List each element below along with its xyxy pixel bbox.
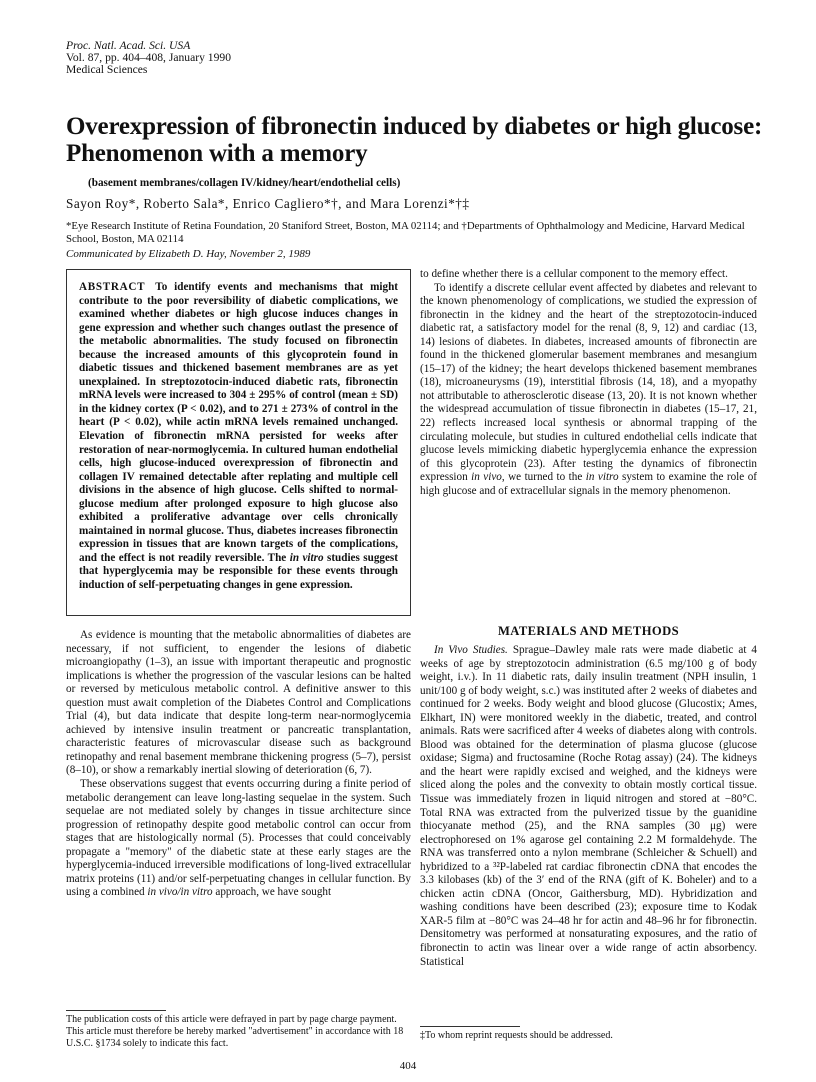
right-p2-italic-1: in vivo xyxy=(471,471,502,484)
page-number: 404 xyxy=(399,1060,417,1072)
intro-paragraph-1: As evidence is mounting that the metabolic abnormalities of diabetes are necessary, if not sufficient, to engender the lesions of diabetic microangiopathy (1–3), an issue with important therapeutic and prognostic implications is whether the progression of the vascular lesions can be halted or reversed by meticulous metabolic control. A definitive answer to this question must await completion of the Diabetes Control and Complications Trial (4), but data indicate that despite long-term near-normoglycemia achieved by intensive insulin treatment or pancreatic transplantation, characteristic features of microvascular disease such as background retinopathy and renal basement membrane thickening progress (5–7), persist (8–10), or show a remarkably inertial slowing of deterioration (6, 7). xyxy=(66,629,411,777)
intro-continuation-column xyxy=(420,268,757,498)
journal-header xyxy=(66,40,231,76)
right-p2-text-c: system to examine the role of high glucose and of extracellular signals in the memory phenomenon. xyxy=(420,471,757,497)
title-line-1: Overexpression of fibronectin induced by diabetes or high glucose: xyxy=(66,113,763,140)
journal-volume: Vol. 87, pp. 404–408, January 1990 xyxy=(66,51,231,64)
section-heading-methods: MATERIALS AND METHODS xyxy=(497,624,679,638)
intro-p2-italic: in vivo/in vitro xyxy=(147,886,213,899)
affiliations: *Eye Research Institute of Retina Foundation, 20 Staniford Street, Boston, MA 02114; and †Departments of Ophthalmology and Medicine, Harvard Medical School, Boston, MA 02114 xyxy=(66,220,745,245)
footnote-divider-right xyxy=(420,1026,520,1027)
methods-paragraph-1 xyxy=(420,644,757,969)
article-title xyxy=(66,113,766,167)
methods-text: Sprague–Dawley male rats were made diabetic at 4 weeks of age by streptozotocin administration (6.5 mg/100 g of body weight, i.v.). In 11 diabetic rats, daily insulin treatment (NPH insulin, 1 unit/100 g of body weight, s.c.) was instituted after 2 weeks of diabetes and continued for 2 weeks. Body weight and blood glucose (Glucostix; Ames, Elkhart, IN) were monitored weekly in the diabetic, treated, and control animals. Rats were sacrificed after 4 weeks of diabetes along with controls. Blood was obtained for the determination of plasma glucose (glucose oxidase; Sigma) and fructosamine (Roche Rotag assay) (24). The kidneys and the heart were rapidly excised and weighed, and the kidneys were sliced along the poles and the convexity to obtain mostly cortical tissue. Tissue was immediately frozen in liquid nitrogen and stored at −80°C. Total RNA was extracted from the pulverized tissue by the guanidine thiocyanate method (25), and the RNA samples (30 μg) were electrophoresed on 1% agarose gel containing 2.2 M formaldehyde. The RNA was transferred onto a nylon membrane (Schleicher & Schuell) and hybridized to a ³²P-labeled rat cardiac fibronectin cDNA that encodes the 3.3 kilobases (kb) of the 3′ end of the RNA (gift of K. Boheler) and to a chicken actin cDNA (Oncor, Gaithersburg, MD). Hybridization and washing conditions have been described (23); exposure time to Kodak XAR-5 film at −80°C was 24–48 hr for actin and 48–96 hr for fibronectin. Densitometry was performed at nonsaturating exposures, and the ratio of fibronectin to actin was linear over a wide range of actin absorbency. Statistical xyxy=(420,644,757,968)
abstract-italic: in vitro xyxy=(289,551,324,564)
publication-cost-footnote: The publication costs of this article were defrayed in part by page charge payment. This article must therefore be hereby marked "advertisement" in accordance with 18 U.S.C. §1734 solely to indicate this fact. xyxy=(66,1014,404,1050)
methods-column xyxy=(420,644,757,969)
abstract xyxy=(66,269,411,616)
journal-section: Medical Sciences xyxy=(66,63,148,76)
right-p2-text-b: , we turned to the xyxy=(501,471,583,484)
abstract-label: ABSTRACT xyxy=(79,281,146,293)
footnote-divider-left xyxy=(66,1010,166,1011)
intro-p2-text-a: These observations suggest that events occurring during a finite period of metabolic derangement can leave long-lasting sequelae in the system. Such sequelae are not mediated solely by changes in tissue architecture since progression of retinopathy despite good metabolic control can occur from stages that are histologically normal (5). Processes that could conceivably propagate a "memory" of the diabetic state at these early stages are the hyperglycemia-induced irreversible modifications of long-lived extracellular matrix proteins (11) and/or self-perpetuating changes in cellular function. By using a combined xyxy=(66,778,411,899)
right-p2-italic-2: in vitro xyxy=(585,471,619,484)
introduction-column xyxy=(66,629,411,900)
right-paragraph-1: to define whether there is a cellular component to the memory effect. xyxy=(420,268,728,280)
right-paragraph-2 xyxy=(420,282,757,499)
methods-lead: In Vivo Studies. xyxy=(434,644,508,656)
author-list: Sayon Roy*, Roberto Sala*, Enrico Cagliero*†, and Mara Lorenzi*†‡ xyxy=(66,196,470,211)
right-p2-text-a: To identify a discrete cellular event affected by diabetes and relevant to the known phenomenology of complications, we studied the expression of fibronectin in the kidney and the heart of the streptozotocin-induced diabetic rat, a satisfactory model for the renal (8, 9, 12) and cardiac (13, 14) lesions of diabetes. In diabetes, increased amounts of fibronectin are found in the thickened glomerular basement membranes and mesangium (15–17) of the kidney; the heart develops thickened basement membranes (18), microaneurysms (19), interstitial fibrosis (14, 18), and a myopathy not attributable to atherosclerotic disease (13, 20). It is not known whether the widespread accumulation of tissue fibronectin in diabetes (15–17, 21, 22) reflects increased local synthesis or abnormal trapping of the circulating molecule, but studies in cultured endothelial cells indicate that glucose levels mimicking diabetic hyperglycemia enhance the expression of this glycoprotein (23). After testing the dynamics of fibronectin expression xyxy=(420,281,757,484)
abstract-text-1: To identify events and mechanisms that might contribute to the poor reversibility of diabetic complications, we examined whether diabetes or high glucose induces changes in gene expression and whether such changes outlast the presence of the metabolic abnormalities. The study focused on fibronectin because the increased amounts of this glycoprotein found in diabetic tissues and thickened basement membranes are as yet unexplained. In streptozotocin-induced diabetic rats, fibronectin mRNA levels were increased to 304 ± 295% of control (mean ± SD) in the kidney cortex (P < 0.02), and to 271 ± 273% of control in the heart (P < 0.02), while actin mRNA levels remained unchanged. Elevation of fibronectin mRNA persisted for weeks after restoration of near-normoglycemia. In cultured human endothelial cells, high glucose-induced overexpression of fibronectin and collagen IV remained detectable after replating and multiple cell divisions in the absence of high glucose. Cells shifted to normal-glucose medium after prolonged exposure to high glucose also exhibited a proliferative advantage over cells chronically maintained in normal glucose. Thus, diabetes increases fibronectin expression in tissues that are known targets of the complications, and the effect is not readily reversible. The xyxy=(79,281,398,564)
keywords: (basement membranes/collagen IV/kidney/heart/endothelial cells) xyxy=(88,177,401,189)
title-line-2: Phenomenon with a memory xyxy=(66,140,368,167)
reprint-footnote: ‡To whom reprint requests should be addressed. xyxy=(420,1030,613,1041)
journal-name: Proc. Natl. Acad. Sci. USA xyxy=(66,39,191,52)
intro-paragraph-2 xyxy=(66,778,411,900)
abstract-text-2: studies suggest that hyperglycemia may be responsible for these events through induction of self-perpetuating changes in gene expression. xyxy=(79,551,398,592)
communicated-by: Communicated by Elizabeth D. Hay, November 2, 1989 xyxy=(66,248,311,260)
intro-p2-text-b: approach, we have sought xyxy=(215,886,332,899)
